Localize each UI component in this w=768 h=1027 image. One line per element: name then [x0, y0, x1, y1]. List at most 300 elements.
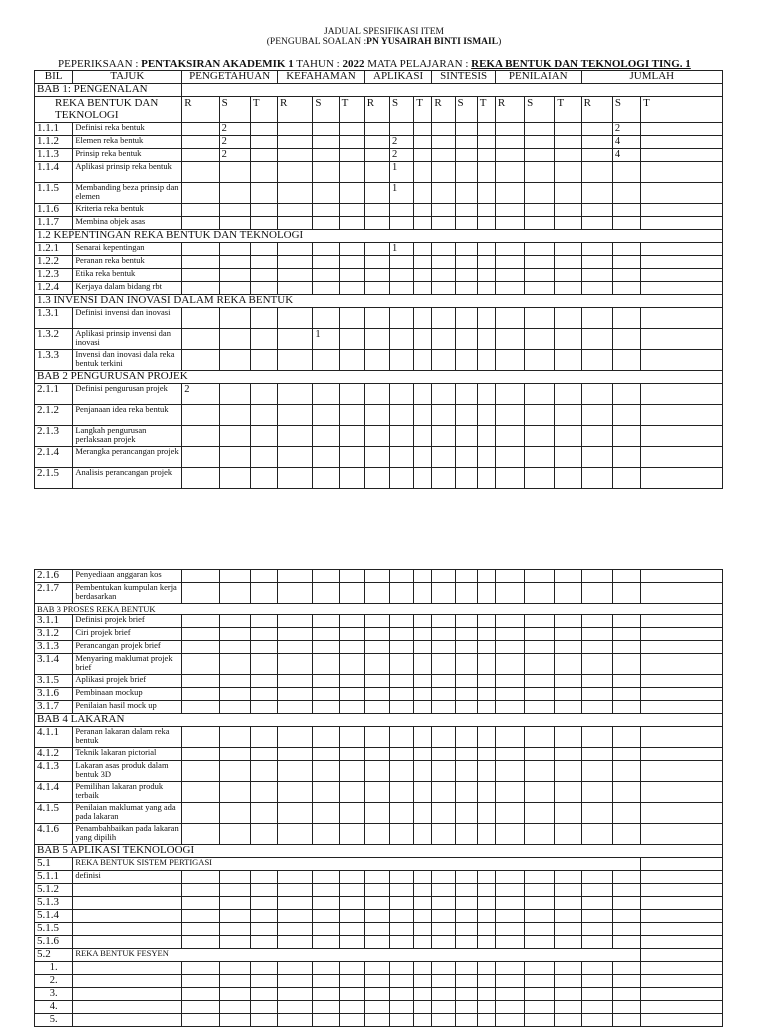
- row-topic: Aplikasi prinsip reka bentuk: [73, 162, 182, 183]
- score-cell: [455, 824, 477, 845]
- score-cell: [432, 447, 455, 468]
- score-cell: [278, 654, 313, 675]
- score-cell: [313, 1014, 339, 1027]
- score-cell: [364, 243, 389, 256]
- score-cell: [612, 269, 640, 282]
- section-row: [35, 604, 723, 615]
- score-cell: [641, 688, 723, 701]
- table-row: [35, 803, 723, 824]
- score-cell: [250, 329, 277, 350]
- score-cell: [495, 447, 524, 468]
- score-cell: [612, 727, 640, 748]
- row-topic: Penilaian hasil mock up: [73, 701, 182, 714]
- score-cell: [250, 136, 277, 149]
- score-cell: [495, 803, 524, 824]
- score-cell: [219, 1001, 250, 1014]
- score-cell: 4: [612, 149, 640, 162]
- score-cell: [455, 149, 477, 162]
- score-cell: 1: [390, 183, 414, 204]
- score-cell: [414, 923, 432, 936]
- score-cell: [219, 688, 250, 701]
- score-cell: [455, 405, 477, 426]
- table-row: [35, 641, 723, 654]
- score-cell: [432, 897, 455, 910]
- score-cell: [555, 727, 581, 748]
- score-cell: [432, 282, 455, 295]
- score-cell: [313, 217, 339, 230]
- score-cell: [641, 329, 723, 350]
- score-cell: [555, 583, 581, 604]
- row-topic: definisi: [73, 871, 182, 884]
- score-cell: [278, 149, 313, 162]
- score-cell: [612, 910, 640, 923]
- row-topic: [73, 988, 182, 1001]
- score-cell: [495, 384, 524, 405]
- score-cell: [555, 962, 581, 975]
- score-cell: [414, 782, 432, 803]
- score-cell: [432, 936, 455, 949]
- score-cell: [432, 654, 455, 675]
- score-cell: [278, 884, 313, 897]
- score-cell: [641, 183, 723, 204]
- score-cell: [364, 447, 389, 468]
- col-group-header: KEFAHAMAN: [278, 71, 365, 84]
- score-cell: [313, 583, 339, 604]
- score-cell: [250, 824, 277, 845]
- score-cell: [641, 426, 723, 447]
- score-cell: [432, 308, 455, 329]
- score-cell: 2: [219, 123, 250, 136]
- table-row: [35, 688, 723, 701]
- score-cell: [250, 350, 277, 371]
- table-row: [35, 149, 723, 162]
- score-cell: [432, 641, 455, 654]
- score-cell: [641, 871, 723, 884]
- score-cell: [477, 269, 495, 282]
- score-cell: [495, 701, 524, 714]
- score-cell: [495, 583, 524, 604]
- score-cell: [364, 615, 389, 628]
- blank-cell: [182, 84, 723, 97]
- score-cell: [414, 803, 432, 824]
- score-cell: [219, 282, 250, 295]
- score-cell: [250, 884, 277, 897]
- score-cell: [182, 282, 219, 295]
- row-topic: [73, 962, 182, 975]
- table-row: [35, 897, 723, 910]
- score-cell: [432, 329, 455, 350]
- score-cell: [612, 162, 640, 183]
- score-cell: 4: [612, 136, 640, 149]
- score-cell: [390, 748, 414, 761]
- score-cell: [250, 641, 277, 654]
- row-topic: Kriteria reka bentuk: [73, 204, 182, 217]
- score-cell: [477, 936, 495, 949]
- score-cell: [414, 936, 432, 949]
- score-cell: [339, 936, 364, 949]
- row-number: 2.1.3: [35, 426, 73, 447]
- score-cell: [250, 688, 277, 701]
- rst-header: S: [612, 97, 640, 123]
- score-cell: [477, 897, 495, 910]
- score-cell: [364, 308, 389, 329]
- header-row: [35, 71, 723, 84]
- score-cell: [182, 936, 219, 949]
- score-cell: [555, 654, 581, 675]
- score-cell: [364, 975, 389, 988]
- score-cell: [364, 204, 389, 217]
- table-row: [35, 447, 723, 468]
- score-cell: [432, 269, 455, 282]
- row-topic: Senarai kepentingan: [73, 243, 182, 256]
- score-cell: [432, 384, 455, 405]
- score-cell: [339, 350, 364, 371]
- score-cell: [278, 641, 313, 654]
- score-cell: [477, 162, 495, 183]
- score-cell: [477, 149, 495, 162]
- score-cell: [581, 269, 612, 282]
- score-cell: [278, 405, 313, 426]
- score-cell: [390, 641, 414, 654]
- score-cell: [581, 884, 612, 897]
- score-cell: [390, 975, 414, 988]
- score-cell: [313, 615, 339, 628]
- score-cell: [278, 256, 313, 269]
- score-cell: [313, 897, 339, 910]
- score-cell: [250, 871, 277, 884]
- score-cell: [495, 628, 524, 641]
- row-topic: Prinsip reka bentuk: [73, 149, 182, 162]
- score-cell: [250, 269, 277, 282]
- row-topic: [73, 884, 182, 897]
- score-cell: [414, 615, 432, 628]
- score-cell: [364, 426, 389, 447]
- score-cell: [182, 641, 219, 654]
- score-cell: [495, 269, 524, 282]
- score-cell: [581, 217, 612, 230]
- score-cell: 2: [182, 384, 219, 405]
- table-row: [35, 384, 723, 405]
- score-cell: [525, 350, 555, 371]
- row-number: 1.2.4: [35, 282, 73, 295]
- score-cell: [250, 468, 277, 489]
- score-cell: [339, 701, 364, 714]
- score-cell: [455, 183, 477, 204]
- score-cell: [455, 570, 477, 583]
- score-cell: [612, 308, 640, 329]
- score-cell: [219, 217, 250, 230]
- score-cell: [182, 583, 219, 604]
- score-cell: [414, 641, 432, 654]
- row-topic: Etika reka bentuk: [73, 269, 182, 282]
- score-cell: [182, 975, 219, 988]
- score-cell: [414, 149, 432, 162]
- score-cell: [455, 1014, 477, 1027]
- score-cell: [313, 405, 339, 426]
- score-cell: [432, 570, 455, 583]
- score-cell: [555, 282, 581, 295]
- score-cell: [455, 803, 477, 824]
- score-cell: [525, 688, 555, 701]
- score-cell: [555, 975, 581, 988]
- score-cell: [555, 256, 581, 269]
- score-cell: [182, 761, 219, 782]
- rst-header: S: [390, 97, 414, 123]
- row-number: 5.2: [35, 949, 73, 962]
- score-cell: [641, 701, 723, 714]
- score-cell: [641, 975, 723, 988]
- score-cell: [525, 641, 555, 654]
- score-cell: [455, 204, 477, 217]
- score-cell: [219, 962, 250, 975]
- score-cell: [414, 727, 432, 748]
- score-cell: [414, 123, 432, 136]
- score-cell: [364, 701, 389, 714]
- score-cell: [219, 761, 250, 782]
- score-cell: [313, 727, 339, 748]
- table-row: [35, 923, 723, 936]
- score-cell: [612, 217, 640, 230]
- rst-header: S: [525, 97, 555, 123]
- score-cell: [339, 761, 364, 782]
- score-cell: [641, 936, 723, 949]
- score-cell: [414, 243, 432, 256]
- score-cell: [477, 217, 495, 230]
- rst-header: T: [339, 97, 364, 123]
- score-cell: [525, 405, 555, 426]
- score-cell: [339, 405, 364, 426]
- score-cell: [495, 727, 524, 748]
- table-row: [35, 570, 723, 583]
- score-cell: [612, 405, 640, 426]
- score-cell: [339, 217, 364, 230]
- score-cell: [414, 282, 432, 295]
- score-cell: [581, 923, 612, 936]
- score-cell: [525, 975, 555, 988]
- score-cell: [581, 936, 612, 949]
- score-cell: [477, 688, 495, 701]
- score-cell: [182, 123, 219, 136]
- score-cell: [339, 782, 364, 803]
- score-cell: [278, 217, 313, 230]
- score-cell: [455, 923, 477, 936]
- score-cell: [250, 583, 277, 604]
- rst-header: R: [581, 97, 612, 123]
- row-topic: Pemilihan lakaran produk terbaik: [73, 782, 182, 803]
- score-cell: [414, 884, 432, 897]
- score-cell: [182, 615, 219, 628]
- score-cell: [555, 761, 581, 782]
- score-cell: [339, 803, 364, 824]
- row-topic: Definisi projek brief: [73, 615, 182, 628]
- score-cell: [414, 384, 432, 405]
- score-cell: [495, 243, 524, 256]
- score-cell: [581, 748, 612, 761]
- score-cell: [477, 136, 495, 149]
- score-cell: [364, 269, 389, 282]
- score-cell: [495, 329, 524, 350]
- score-cell: [525, 583, 555, 604]
- score-cell: 2: [219, 136, 250, 149]
- score-cell: [414, 1001, 432, 1014]
- row-number: 2.1.6: [35, 570, 73, 583]
- score-cell: [414, 988, 432, 1001]
- score-cell: [339, 162, 364, 183]
- score-cell: [414, 962, 432, 975]
- score-cell: [455, 748, 477, 761]
- row-topic: REKA BENTUK SISTEM PERTIGASI: [73, 858, 641, 871]
- score-cell: [555, 871, 581, 884]
- col-group-header: APLIKASI: [364, 71, 432, 84]
- score-cell: [455, 897, 477, 910]
- score-cell: [477, 748, 495, 761]
- score-cell: 2: [390, 136, 414, 149]
- score-cell: [477, 570, 495, 583]
- score-cell: [432, 162, 455, 183]
- score-cell: [432, 350, 455, 371]
- score-cell: [525, 615, 555, 628]
- score-cell: [581, 426, 612, 447]
- row-topic: Membina objek asas: [73, 217, 182, 230]
- row-number: 4.1.4: [35, 782, 73, 803]
- score-cell: [390, 570, 414, 583]
- score-cell: [581, 641, 612, 654]
- score-cell: 2: [612, 123, 640, 136]
- score-cell: [278, 803, 313, 824]
- row-number: 3.1.2: [35, 628, 73, 641]
- score-cell: [182, 570, 219, 583]
- score-cell: [641, 761, 723, 782]
- score-cell: [455, 910, 477, 923]
- score-cell: [182, 329, 219, 350]
- score-cell: [432, 217, 455, 230]
- score-cell: [581, 782, 612, 803]
- score-cell: [477, 727, 495, 748]
- table-row: [35, 282, 723, 295]
- score-cell: [364, 884, 389, 897]
- score-cell: [612, 782, 640, 803]
- table-row: [35, 884, 723, 897]
- score-cell: [612, 884, 640, 897]
- score-cell: [612, 426, 640, 447]
- score-cell: [182, 426, 219, 447]
- score-cell: [364, 936, 389, 949]
- score-cell: [555, 641, 581, 654]
- score-cell: [364, 824, 389, 845]
- score-cell: [612, 654, 640, 675]
- score-cell: [612, 688, 640, 701]
- score-cell: [219, 350, 250, 371]
- table-row: [35, 405, 723, 426]
- score-cell: [581, 1001, 612, 1014]
- score-cell: [432, 748, 455, 761]
- doc-title: JADUAL SPESIFIKASI ITEM: [324, 27, 444, 37]
- score-cell: [477, 824, 495, 845]
- score-cell: [219, 803, 250, 824]
- score-cell: [250, 988, 277, 1001]
- score-cell: [390, 824, 414, 845]
- score-cell: [390, 468, 414, 489]
- score-cell: [525, 910, 555, 923]
- score-cell: [219, 988, 250, 1001]
- score-cell: [339, 871, 364, 884]
- score-cell: [477, 615, 495, 628]
- score-cell: [581, 871, 612, 884]
- score-cell: [455, 936, 477, 949]
- score-cell: [364, 217, 389, 230]
- score-cell: [339, 243, 364, 256]
- section-row: [35, 230, 723, 243]
- score-cell: [339, 988, 364, 1001]
- score-cell: [555, 123, 581, 136]
- score-cell: [390, 897, 414, 910]
- score-cell: [182, 910, 219, 923]
- score-cell: [339, 975, 364, 988]
- score-cell: [432, 761, 455, 782]
- score-cell: [495, 988, 524, 1001]
- row-number: 2.1.2: [35, 405, 73, 426]
- score-cell: [455, 641, 477, 654]
- row-number: 1.2.3: [35, 269, 73, 282]
- table-row: [35, 350, 723, 371]
- section-heading: 1.2 KEPENTINGAN REKA BENTUK DAN TEKNOLOGI: [35, 230, 723, 243]
- score-cell: [525, 468, 555, 489]
- score-cell: [432, 975, 455, 988]
- score-cell: [581, 988, 612, 1001]
- rst-header: T: [641, 97, 723, 123]
- score-cell: [390, 871, 414, 884]
- score-cell: [612, 384, 640, 405]
- score-cell: [477, 426, 495, 447]
- table-row: [35, 782, 723, 803]
- row-number: 4.: [35, 1001, 73, 1014]
- score-cell: [477, 1001, 495, 1014]
- score-cell: [641, 949, 723, 962]
- score-cell: [581, 136, 612, 149]
- table-row: [35, 162, 723, 183]
- score-cell: [182, 897, 219, 910]
- score-cell: [219, 897, 250, 910]
- score-cell: [525, 204, 555, 217]
- table-row: [35, 962, 723, 975]
- score-cell: [432, 149, 455, 162]
- score-cell: [612, 988, 640, 1001]
- score-cell: [182, 923, 219, 936]
- score-cell: [390, 615, 414, 628]
- score-cell: [455, 282, 477, 295]
- score-cell: [525, 243, 555, 256]
- score-cell: [612, 243, 640, 256]
- score-cell: [555, 136, 581, 149]
- score-cell: [455, 269, 477, 282]
- table-row: [35, 1014, 723, 1027]
- score-cell: [390, 123, 414, 136]
- score-cell: [555, 936, 581, 949]
- score-cell: [250, 204, 277, 217]
- score-cell: [390, 675, 414, 688]
- score-cell: [278, 727, 313, 748]
- score-cell: [313, 701, 339, 714]
- score-cell: [219, 871, 250, 884]
- score-cell: [525, 782, 555, 803]
- score-cell: [182, 308, 219, 329]
- score-cell: [581, 447, 612, 468]
- score-cell: [278, 923, 313, 936]
- score-cell: [250, 256, 277, 269]
- score-cell: [455, 761, 477, 782]
- score-cell: [581, 243, 612, 256]
- score-cell: [250, 447, 277, 468]
